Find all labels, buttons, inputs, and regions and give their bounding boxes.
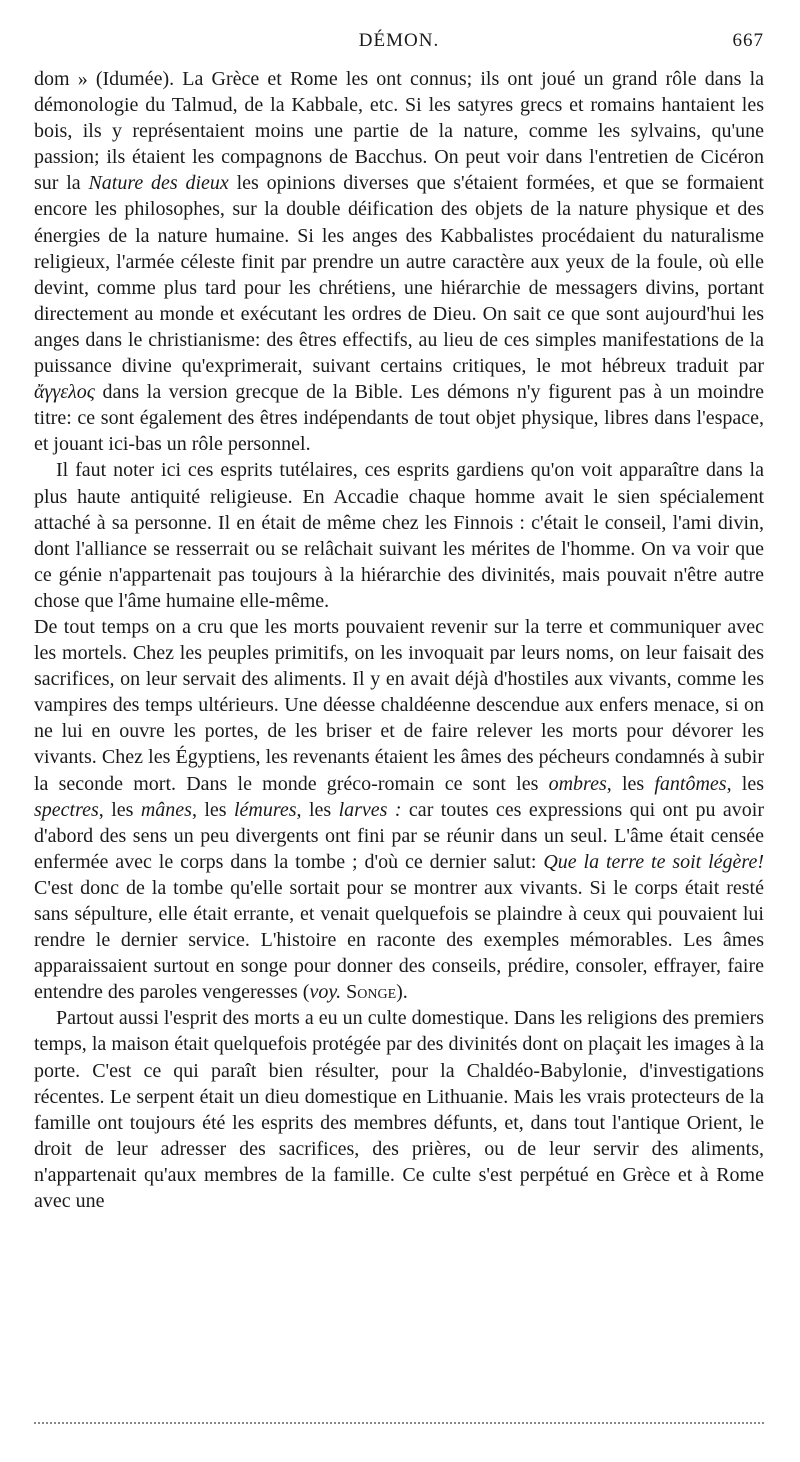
text-run: , les bbox=[606, 772, 655, 795]
italic-text: larves : bbox=[338, 798, 402, 821]
paragraph-4 bbox=[34, 1005, 764, 1214]
page bbox=[34, 30, 764, 1214]
paragraph-1 bbox=[34, 66, 764, 457]
italic-text: voy. bbox=[309, 981, 342, 1004]
paragraph-3 bbox=[34, 614, 764, 1005]
text-run: les opinions diverses que s'étaient formées, et que se formaient encore les philosophes, sur la double déification des objets de la nature physique et des énergies de la nature humaine. Si les anges des Kabbalistes procédaient du naturalisme religieux, l'armée céleste finit par prendre un autre caractère aux yeux de la foule, où elle devint, comme plus tard pour les chrétiens, une hiérarchie de messagers divins, portant directement au monde et exécutant les ordres de Dieu. On sait ce que sont aujourd'hui les anges dans le christianisme: des êtres effectifs, au lieu de ces simples manifestations de la puissance divine qu'exprimerait, suivant certains critiques, le mot hébreux traduit par bbox=[34, 172, 764, 378]
text-run: Il faut noter ici ces esprits tutélaires, ces esprits gardiens qu'on voit apparaître dans la plus haute antiquité religieuse. En Accadie chaque homme avait le sien spécialement attaché à sa personne. Il en était de même chez les Finnois : c'était le conseil, l'ami divin, dont l'alliance se resserrait ou se relâchait suivant les mérites de l'homme. On va voir que ce génie n'appartenait pas toujours à la hiérarchie des divinités, mais pouvait n'être autre chose que l'âme humaine elle-même. bbox=[34, 459, 764, 612]
text-run: dans la version grecque de la Bible. Les démons n'y figurent pas à un moindre titre: ce sont également des êtres indépendants de tout objet physique, libres dans l'espace, et jouant ici-bas un rôle personnel. bbox=[34, 381, 764, 456]
text-run: , les bbox=[726, 772, 764, 795]
italic-text: mânes bbox=[140, 798, 192, 821]
text-run: Partout aussi l'esprit des morts a eu un culte domestique. Dans les religions des premiers temps, la maison était quelquefois protégée par des divinités dont on plaçait les images à la porte. C'est ce qui paraît bien résulter, pour la Chaldéo-Babylonie, d'investigations récentes. Le serpent était un dieu domestique en Lithuanie. Mais les vrais protecteurs de la famille ont toujours été les esprits des membres défunts, et, dans tout l'antique Orient, le droit de leur adresser des sacrifices, des prières, ou de leur servir des aliments, n'appartenait qu'aux membres de la famille. Ce culte s'est perpétué en Grèce et à Rome avec une bbox=[34, 1007, 764, 1213]
text-run: , les bbox=[98, 798, 141, 821]
page-number: 667 bbox=[732, 30, 764, 51]
text-run: C'est donc de la tombe qu'elle sortait pour se montrer aux vivants. Si le corps était resté sans sépulture, elle était errante, et venait quelquefois se plaindre à ceux qui pouvaient lui rendre le dernier service. L'histoire en raconte des exemples mémorables. Les âmes apparaissaient surtout en songe pour donner des conseils, prédire, consoler, effrayer, faire entendre des paroles vengeresses ( bbox=[34, 876, 764, 1004]
text-run: car toutes ces expressions qui ont pu avoir d'abord des sens un peu divergents ont fini par se réunir dans un seul. L'âme était censée enfermée avec le corps dans la tombe ; d'où ce dernier salut: bbox=[34, 798, 765, 873]
italic-text: fantômes bbox=[654, 772, 727, 795]
italic-text: ombres bbox=[548, 772, 607, 795]
text-run: ). bbox=[396, 981, 408, 1004]
text-run: De tout temps on a cru que les morts pouvaient revenir sur la terre et communiquer avec les mortels. Chez les peuples primitifs, on les invoquait par leurs noms, on leur faisait des sacrifices, on leur servait des aliments. Il y en avait déjà d'hostiles aux vivants, comme les vampires des temps ultérieurs. Une déesse chaldéenne descendue aux enfers menace, si on ne lui en ouvre les portes, de les briser et de faire relever les morts pour dévorer les vivants. Chez les Égyptiens, les revenants étaient les âmes des pécheurs condamnés à subir la seconde mort. Dans le monde gréco-romain ce sont les bbox=[34, 615, 764, 795]
running-title: DÉMON. bbox=[358, 30, 440, 51]
body-text bbox=[34, 66, 764, 1214]
italic-text: ἄγγελος bbox=[34, 381, 95, 404]
italic-text: Nature des dieux bbox=[88, 172, 229, 195]
italic-text: spectres bbox=[34, 798, 99, 821]
running-head bbox=[34, 30, 764, 56]
italic-text: lémures bbox=[233, 798, 297, 821]
footer-rule bbox=[34, 1422, 764, 1428]
text-run: , les bbox=[296, 798, 339, 821]
text-run: dom » (Idumée). La Grèce et Rome les ont connus; ils ont joué un grand rôle dans la démonologie du Talmud, de la Kabbale, etc. Si les satyres grecs et romains hantaient les bois, ils y représentaient moins une partie de la nature, comme les sylvains, qu'une passion; ils étaient les compagnons de Bacchus. On peut voir dans l'entretien de Cicéron sur la bbox=[34, 68, 764, 195]
text-run: , les bbox=[191, 798, 234, 821]
italic-text: Que la terre te soit légère! bbox=[543, 850, 764, 873]
small-caps-text: Songe bbox=[346, 981, 397, 1004]
paragraph-2 bbox=[34, 457, 764, 614]
